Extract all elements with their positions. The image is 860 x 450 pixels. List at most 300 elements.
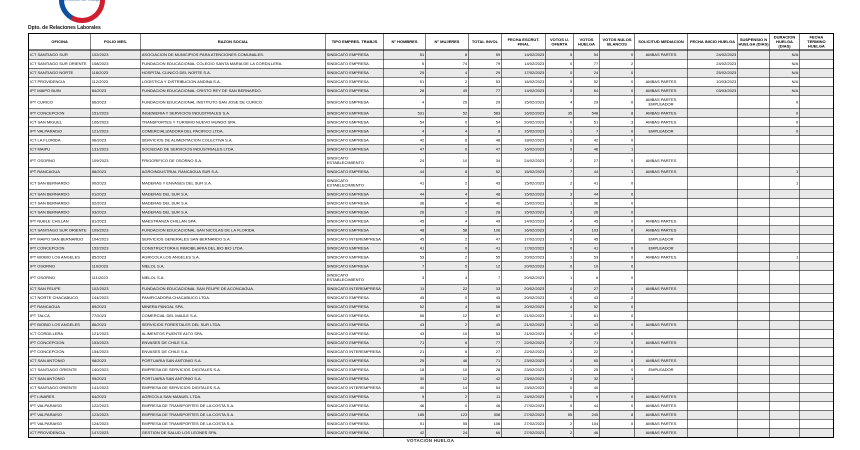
cell-duracion-huelga — [770, 262, 800, 271]
table-row — [29, 50, 834, 59]
cell-solicitud-mediacion: AMBAS PARTES — [635, 253, 688, 262]
cell-votos-nulos-blancos — [600, 235, 635, 244]
cell-n-mujeres: 12 — [426, 311, 469, 320]
cell-n-hombres: 53 — [384, 253, 426, 262]
cell-suspension-huelga — [738, 176, 770, 190]
cell-folio-mes: 124/2023 — [91, 419, 141, 428]
table-row — [29, 320, 834, 329]
cell-solicitud-mediacion: AMBAS PARTES — [635, 419, 688, 428]
cell-votos-ultima-oferta: 0 — [546, 374, 574, 383]
cell-fecha-termino-huelga — [800, 226, 834, 235]
cell-folio-mes: 99/2023 — [91, 374, 141, 383]
cell-total-involucrados: 27 — [469, 347, 502, 356]
cell-solicitud-mediacion — [635, 383, 688, 392]
cell-folio-mes: 91/2023 — [91, 190, 141, 199]
cell-n-mujeres: 123 — [426, 410, 469, 419]
cell-total-involucrados: 45 — [469, 293, 502, 302]
cell-total-involucrados: 42 — [469, 374, 502, 383]
cell-votos-huelga: 10 — [574, 262, 600, 271]
cell-duracion-huelga: N/A — [770, 50, 800, 59]
cell-razon-social: ASOCIACION DE MUNICIPIOS PARA ATENCIONES COMUNALES. — [141, 50, 326, 59]
cell-razon-social: ENVASES DE CHILE S.A. — [141, 347, 326, 356]
cell-votos-nulos-blancos: 0 — [600, 284, 635, 293]
cell-razon-social: AGRICOLA SAN MANUEL LTDA. — [141, 392, 326, 401]
cell-folio-mes: 102/2023 — [91, 284, 141, 293]
cell-n-mujeres: 4 — [426, 68, 469, 77]
cell-duracion-huelga — [770, 136, 800, 145]
cell-fecha-escrutinio-final: 20/02/2023 — [502, 262, 546, 271]
cell-folio-mes: 84/2023 — [91, 86, 141, 95]
cell-fecha-inicio-huelga — [688, 199, 738, 208]
cell-fecha-inicio-huelga — [688, 302, 738, 311]
cell-votos-nulos-blancos: 0 — [600, 271, 635, 285]
cell-tipo-organizacion: SINDICATO EMPRESA — [326, 136, 384, 145]
cell-fecha-termino-huelga — [800, 320, 834, 329]
cell-razon-social: HOSPITAL CLINICO DEL NORTE S.A. — [141, 68, 326, 77]
cell-razon-social: MADERAS DEL SUR S.A. — [141, 199, 326, 208]
cell-suspension-huelga — [738, 217, 770, 226]
table-row — [29, 167, 834, 176]
cell-votos-nulos-blancos: 0 — [600, 253, 635, 262]
column-header-fecha-escrutinio-final: FECHA ESCRUT. FINAL — [502, 34, 546, 51]
cell-n-mujeres: 2 — [426, 176, 469, 190]
cell-solicitud-mediacion: EMPLEADOR — [635, 127, 688, 136]
cell-oficina: IPT MAIPO SAN BERNARDO — [29, 235, 91, 244]
cell-razon-social: GESTION DE SALUD LOS LEONES SPA. — [141, 428, 326, 437]
cell-oficina: IPT RANCAGUA — [29, 302, 91, 311]
cell-suspension-huelga — [738, 419, 770, 428]
cell-oficina: IPT VALPARAISO — [29, 127, 91, 136]
cell-suspension-huelga — [738, 199, 770, 208]
cell-votos-ultima-oferta: 1 — [546, 347, 574, 356]
cell-n-mujeres: 25 — [426, 95, 469, 109]
table-row — [29, 284, 834, 293]
cell-duracion-huelga — [770, 338, 800, 347]
cell-n-mujeres: 0 — [426, 118, 469, 127]
table-row — [29, 244, 834, 253]
cell-n-mujeres: 0 — [426, 145, 469, 154]
cell-fecha-escrutinio-final: 16/02/2023 — [502, 226, 546, 235]
cell-fecha-escrutinio-final: 16/02/2023 — [502, 145, 546, 154]
cell-solicitud-mediacion: AMBAS PARTES — [635, 167, 688, 176]
cell-folio-mes: 81/2023 — [91, 217, 141, 226]
cell-n-mujeres: 10 — [426, 154, 469, 168]
cell-fecha-inicio-huelga — [688, 293, 738, 302]
cell-votos-huelga: 45 — [574, 235, 600, 244]
cell-fecha-escrutinio-final: 20/02/2023 — [502, 253, 546, 262]
cell-total-involucrados: 53 — [469, 329, 502, 338]
table-row — [29, 59, 834, 68]
cell-votos-ultima-oferta: 4 — [546, 95, 574, 109]
cell-oficina: IPT TALCA — [29, 311, 91, 320]
cell-n-hombres: 25 — [384, 356, 426, 365]
column-header-oficina: OFICINA — [29, 34, 91, 51]
cell-fecha-termino-huelga — [800, 244, 834, 253]
cell-votos-ultima-oferta: 2 — [546, 176, 574, 190]
cell-n-mujeres: 6 — [426, 338, 469, 347]
cell-duracion-huelga — [770, 235, 800, 244]
cell-votos-huelga: 46 — [574, 428, 600, 437]
cell-solicitud-mediacion — [635, 262, 688, 271]
cell-votos-ultima-oferta: 1 — [546, 127, 574, 136]
table-row — [29, 410, 834, 419]
cell-fecha-escrutinio-final: 20/02/2023 — [502, 302, 546, 311]
cell-tipo-organizacion: SINDICATO EMPRESA — [326, 217, 384, 226]
table-row — [29, 176, 834, 190]
cell-solicitud-mediacion: AMBAS PARTES — [635, 50, 688, 59]
cell-votos-huelga: 26 — [574, 208, 600, 217]
cell-folio-mes: 98/2023 — [91, 356, 141, 365]
cell-solicitud-mediacion — [635, 68, 688, 77]
cell-tipo-organizacion: SINDICATO EMPRESA — [326, 419, 384, 428]
column-header-votos-ultima-oferta: VOTOS U. OFERTA — [546, 34, 574, 51]
cell-votos-nulos-blancos: 0 — [600, 136, 635, 145]
cell-suspension-huelga — [738, 86, 770, 95]
cell-oficina: IPT OSORNO — [29, 262, 91, 271]
cell-n-hombres: 42 — [384, 428, 426, 437]
cell-duracion-huelga: N/A — [770, 86, 800, 95]
cell-votos-huelga: 104 — [574, 419, 600, 428]
cell-n-mujeres: 6 — [426, 136, 469, 145]
cell-razon-social: ENVASES DE CHILE S.A. — [141, 338, 326, 347]
cell-votos-huelga: 65 — [574, 356, 600, 365]
cell-suspension-huelga — [738, 284, 770, 293]
cell-fecha-escrutinio-final: 27/02/2023 — [502, 419, 546, 428]
cell-fecha-escrutinio-final: 21/02/2023 — [502, 320, 546, 329]
cell-suspension-huelga — [738, 208, 770, 217]
cell-razon-social: LOGISTICA Y DISTRIBUCION ANDINA S.A. — [141, 77, 326, 86]
cell-solicitud-mediacion: AMBAS PARTES — [635, 428, 688, 437]
table-row — [29, 262, 834, 271]
cell-folio-mes: 112/2023 — [91, 77, 141, 86]
table-row — [29, 401, 834, 410]
cell-solicitud-mediacion: AMBAS PARTES — [635, 154, 688, 168]
cell-votos-ultima-oferta: 0 — [546, 68, 574, 77]
cell-votos-ultima-oferta: 35 — [546, 109, 574, 118]
cell-fecha-escrutinio-final: 14/02/2023 — [502, 217, 546, 226]
cell-votos-ultima-oferta: 1 — [546, 320, 574, 329]
cell-votos-ultima-oferta: 1 — [546, 199, 574, 208]
table-row — [29, 68, 834, 77]
cell-suspension-huelga — [738, 127, 770, 136]
cell-solicitud-mediacion: AMBAS PARTES — [635, 226, 688, 235]
cell-solicitud-mediacion — [635, 190, 688, 199]
cell-fecha-termino-huelga — [800, 383, 834, 392]
cell-n-hombres: 3 — [384, 271, 426, 285]
cell-fecha-termino-huelga — [800, 154, 834, 168]
cell-fecha-inicio-huelga — [688, 253, 738, 262]
cell-votos-huelga: 25 — [574, 365, 600, 374]
cell-razon-social: MADERAS DEL SUR S.A. — [141, 208, 326, 217]
logo-org-label — [64, 0, 99, 2]
cell-n-hombres: 45 — [384, 217, 426, 226]
cell-folio-mes: 110/2023 — [91, 262, 141, 271]
cell-votos-nulos-blancos: 1 — [600, 145, 635, 154]
cell-fecha-escrutinio-final: 20/02/2023 — [502, 293, 546, 302]
cell-oficina: IPT MAIPO BUIN — [29, 86, 91, 95]
cell-suspension-huelga — [738, 77, 770, 86]
cell-folio-mes: 144/2023 — [91, 293, 141, 302]
cell-votos-nulos-blancos: 0 — [600, 365, 635, 374]
cell-folio-mes: 122/2023 — [91, 401, 141, 410]
column-header-n-hombres: N° HOMBRES — [384, 34, 426, 51]
cell-duracion-huelga: 1 — [770, 167, 800, 176]
cell-votos-ultima-oferta: 4 — [546, 226, 574, 235]
cell-n-mujeres: 52 — [426, 109, 469, 118]
cell-votos-nulos-blancos: 0 — [600, 208, 635, 217]
table-row — [29, 374, 834, 383]
cell-razon-social: MAESTRANZA CHILLAN SPA. — [141, 217, 326, 226]
cell-oficina: ICT SANTIAGO ORIENTE — [29, 365, 91, 374]
column-header-fecha-inicio-huelga: FECHA INICIO HUELGA — [688, 34, 738, 51]
cell-oficina: ICT SAN BERNARDO — [29, 208, 91, 217]
cell-votos-ultima-oferta: 0 — [546, 145, 574, 154]
cell-total-involucrados: 7 — [469, 271, 502, 285]
cell-total-involucrados: 33 — [469, 284, 502, 293]
cell-votos-nulos-blancos: 0 — [600, 217, 635, 226]
cell-n-mujeres: 2 — [426, 77, 469, 86]
cell-votos-huelga: 32 — [574, 374, 600, 383]
cell-folio-mes: 111/2023 — [91, 271, 141, 285]
cell-razon-social: SOCIEDAD DE SERVICIOS INDUSTRIALES LTDA. — [141, 145, 326, 154]
cell-fecha-termino-huelga — [800, 271, 834, 285]
cell-votos-ultima-oferta: 1 — [546, 311, 574, 320]
cell-n-hombres: 28 — [384, 86, 426, 95]
cell-fecha-escrutinio-final: 22/02/2023 — [502, 347, 546, 356]
cell-total-involucrados: 45 — [469, 320, 502, 329]
cell-duracion-huelga — [770, 392, 800, 401]
cell-fecha-escrutinio-final: 14/02/2023 — [502, 59, 546, 68]
cell-suspension-huelga — [738, 118, 770, 127]
cell-razon-social: PORTUARIA SAN ANTONIO S.A. — [141, 374, 326, 383]
table-row — [29, 217, 834, 226]
cell-solicitud-mediacion: AMBAS PARTES — [635, 284, 688, 293]
cell-votos-huelga: 29 — [574, 95, 600, 109]
cell-fecha-escrutinio-final: 16/02/2023 — [502, 109, 546, 118]
cell-fecha-inicio-huelga — [688, 419, 738, 428]
cell-fecha-inicio-huelga — [688, 329, 738, 338]
cell-tipo-organizacion: SINDICATO EMPRESA — [326, 311, 384, 320]
cell-tipo-organizacion: SINDICATO ESTABLECIMIENTO — [326, 176, 384, 190]
cell-n-hombres: 51 — [384, 77, 426, 86]
cell-total-involucrados: 12 — [469, 262, 502, 271]
cell-n-hombres: 43 — [384, 329, 426, 338]
cell-total-involucrados: 41 — [469, 244, 502, 253]
cell-votos-nulos-blancos: 8 — [600, 109, 635, 118]
cell-tipo-organizacion: SINDICATO EMPRESA — [326, 320, 384, 329]
cell-votos-ultima-oferta: 0 — [546, 293, 574, 302]
cell-folio-mes: 93/2023 — [91, 208, 141, 217]
cell-votos-ultima-oferta: 0 — [546, 401, 574, 410]
cell-votos-huelga: 51 — [574, 118, 600, 127]
cell-suspension-huelga — [738, 293, 770, 302]
cell-votos-nulos-blancos: 0 — [600, 244, 635, 253]
cell-fecha-escrutinio-final: 15/02/2023 — [502, 167, 546, 176]
cell-razon-social: FRIGORIFICO DE OSORNO S.A. — [141, 154, 326, 168]
cell-fecha-termino-huelga — [800, 338, 834, 347]
column-header-suspension-huelga: SUSPENSIO N HUELGA (DIAS) — [738, 34, 770, 51]
cell-fecha-inicio-huelga: 03/03/2023 — [688, 86, 738, 95]
cell-suspension-huelga — [738, 311, 770, 320]
cell-oficina: ICT SANTIAGO SUR ORIENTE — [29, 226, 91, 235]
cell-fecha-inicio-huelga: 10/03/2023 — [688, 77, 738, 86]
cell-solicitud-mediacion: AMBAS PARTES — [635, 356, 688, 365]
cell-votos-huelga: 46 — [574, 145, 600, 154]
cell-n-hombres: 44 — [384, 167, 426, 176]
cell-votos-nulos-blancos: 0 — [600, 320, 635, 329]
cell-folio-mes: 90/2023 — [91, 176, 141, 190]
cell-n-mujeres: 8 — [426, 50, 469, 59]
cell-n-hombres: 41 — [384, 244, 426, 253]
column-header-folio-mes: FOLIO MES. — [91, 34, 141, 51]
cell-fecha-escrutinio-final: 24/02/2023 — [502, 154, 546, 168]
cell-razon-social: MADERAS DEL SUR S.A. — [141, 190, 326, 199]
cell-votos-ultima-oferta: 7 — [546, 167, 574, 176]
cell-oficina: IPT CONCEPCION — [29, 109, 91, 118]
cell-duracion-huelga — [770, 320, 800, 329]
cell-fecha-escrutinio-final: 27/02/2023 — [502, 410, 546, 419]
cell-votos-huelga: 43 — [574, 320, 600, 329]
cell-votos-nulos-blancos: 0 — [600, 127, 635, 136]
cell-razon-social: NIELOL S.A. — [141, 271, 326, 285]
cell-tipo-organizacion: SINDICATO EMPRESA — [326, 109, 384, 118]
cell-oficina: IPT BIOBIO LOS ANGELES — [29, 320, 91, 329]
cell-tipo-organizacion: SINDICATO EMPRESA — [326, 356, 384, 365]
cell-votos-ultima-oferta: 55 — [546, 410, 574, 419]
footer-caption: VOTACIÓN HUELGA — [406, 438, 455, 443]
cell-votos-huelga: 36 — [574, 199, 600, 208]
cell-solicitud-mediacion — [635, 347, 688, 356]
cell-duracion-huelga — [770, 419, 800, 428]
cell-folio-mes: 147/2023 — [91, 428, 141, 437]
cell-fecha-termino-huelga — [800, 329, 834, 338]
cell-total-involucrados: 54 — [469, 118, 502, 127]
cell-tipo-organizacion: SINDICATO INTEREMPRESA — [326, 383, 384, 392]
cell-suspension-huelga — [738, 190, 770, 199]
cell-fecha-inicio-huelga — [688, 167, 738, 176]
cell-n-hombres: 54 — [384, 118, 426, 127]
cell-folio-mes: 109/2023 — [91, 226, 141, 235]
cell-votos-huelga: 22 — [574, 347, 600, 356]
cell-votos-nulos-blancos: 0 — [600, 86, 635, 95]
cell-total-involucrados: 55 — [469, 253, 502, 262]
cell-razon-social: CONSTRUCTORA E INMOBILIARIA DEL BIO BIO LTDA. — [141, 244, 326, 253]
column-header-tipo-organizacion: TIPO EMPRES. TRABJS — [326, 34, 384, 51]
cell-votos-huelga: 24 — [574, 68, 600, 77]
cell-fecha-termino-huelga — [800, 86, 834, 95]
cell-oficina: IPT BIOBIO LOS ANGELES — [29, 253, 91, 262]
table-row — [29, 293, 834, 302]
cell-n-hombres: 43 — [384, 320, 426, 329]
cell-folio-mes: 92/2023 — [91, 199, 141, 208]
cell-fecha-termino-huelga — [800, 217, 834, 226]
cell-fecha-escrutinio-final: 17/02/2023 — [502, 244, 546, 253]
cell-total-involucrados: 79 — [469, 59, 502, 68]
cell-folio-mes: 131/2023 — [91, 145, 141, 154]
cell-oficina: ICT CORDILLERA — [29, 329, 91, 338]
cell-total-involucrados: 56 — [469, 302, 502, 311]
cell-n-mujeres: 14 — [426, 383, 469, 392]
cell-suspension-huelga — [738, 383, 770, 392]
cell-n-mujeres: 4 — [426, 302, 469, 311]
cell-solicitud-mediacion: AMBAS PARTES — [635, 320, 688, 329]
cell-suspension-huelga — [738, 347, 770, 356]
cell-votos-nulos-blancos — [600, 428, 635, 437]
cell-folio-mes: 151/2023 — [91, 109, 141, 118]
cell-fecha-escrutinio-final: 15/02/2023 — [502, 208, 546, 217]
cell-votos-ultima-oferta: 0 — [546, 235, 574, 244]
cell-fecha-termino-huelga — [800, 95, 834, 109]
cell-fecha-inicio-huelga — [688, 208, 738, 217]
cell-duracion-huelga: 0 — [770, 118, 800, 127]
cell-oficina: ICT SAN BERNARDO — [29, 190, 91, 199]
cell-solicitud-mediacion — [635, 311, 688, 320]
cell-duracion-huelga: 0 — [770, 109, 800, 118]
cell-votos-ultima-oferta: 0 — [546, 284, 574, 293]
cell-fecha-inicio-huelga — [688, 365, 738, 374]
cell-razon-social: NIELOL S.A. — [141, 262, 326, 271]
cell-duracion-huelga: 1 — [770, 253, 800, 262]
cell-n-hombres: 41 — [384, 176, 426, 190]
cell-total-involucrados: 29 — [469, 95, 502, 109]
cell-n-hombres: 18 — [384, 365, 426, 374]
cell-n-mujeres: 4 — [426, 127, 469, 136]
cell-total-involucrados: 106 — [469, 419, 502, 428]
cell-votos-ultima-oferta: 2 — [546, 428, 574, 437]
cell-n-hombres: 40 — [384, 383, 426, 392]
cell-solicitud-mediacion — [635, 374, 688, 383]
cell-fecha-escrutinio-final: 27/02/2023 — [502, 428, 546, 437]
cell-n-hombres: 44 — [384, 190, 426, 199]
cell-fecha-inicio-huelga — [688, 374, 738, 383]
cell-razon-social: MINERA PANGAL SPA. — [141, 302, 326, 311]
cell-n-mujeres: 58 — [426, 226, 469, 235]
cell-tipo-organizacion: SINDICATO EMPRESA — [326, 262, 384, 271]
cell-votos-ultima-oferta: 5 — [546, 50, 574, 59]
cell-fecha-termino-huelga — [800, 392, 834, 401]
cell-votos-ultima-oferta: 5 — [546, 77, 574, 86]
cell-solicitud-mediacion — [635, 59, 688, 68]
cell-votos-huelga: 45 — [574, 217, 600, 226]
cell-votos-nulos-blancos: 0 — [600, 262, 635, 271]
cell-votos-huelga: 245 — [574, 410, 600, 419]
cell-solicitud-mediacion — [635, 145, 688, 154]
cell-n-mujeres: 2 — [426, 320, 469, 329]
cell-solicitud-mediacion — [635, 208, 688, 217]
cell-n-mujeres: 55 — [426, 419, 469, 428]
cell-votos-nulos-blancos: 1 — [600, 167, 635, 176]
cell-votos-nulos-blancos: 0 — [600, 356, 635, 365]
table-row — [29, 86, 834, 95]
cell-solicitud-mediacion: AMBAS PARTES — [635, 86, 688, 95]
table-row — [29, 383, 834, 392]
cell-folio-mes: 118/2023 — [91, 68, 141, 77]
cell-duracion-huelga — [770, 284, 800, 293]
cell-tipo-organizacion: SINDICATO EMPRESA — [326, 199, 384, 208]
cell-solicitud-mediacion: AMBAS PARTES — [635, 109, 688, 118]
cell-razon-social: EMPRESA DE TRANSPORTES DE LA COSTA S.A. — [141, 419, 326, 428]
cell-fecha-termino-huelga — [800, 235, 834, 244]
cell-folio-mes: 89/2023 — [91, 302, 141, 311]
cell-votos-huelga: 47 — [574, 329, 600, 338]
cell-folio-mes: 123/2023 — [91, 410, 141, 419]
table-row — [29, 95, 834, 109]
cell-n-hombres: 531 — [384, 109, 426, 118]
cell-n-hombres: 36 — [384, 199, 426, 208]
cell-fecha-inicio-huelga — [688, 347, 738, 356]
cell-razon-social: SERVICIOS DE ALIMENTACION COLECTIVA S.A. — [141, 136, 326, 145]
cell-oficina: IPT NUBLE CHILLAN — [29, 217, 91, 226]
